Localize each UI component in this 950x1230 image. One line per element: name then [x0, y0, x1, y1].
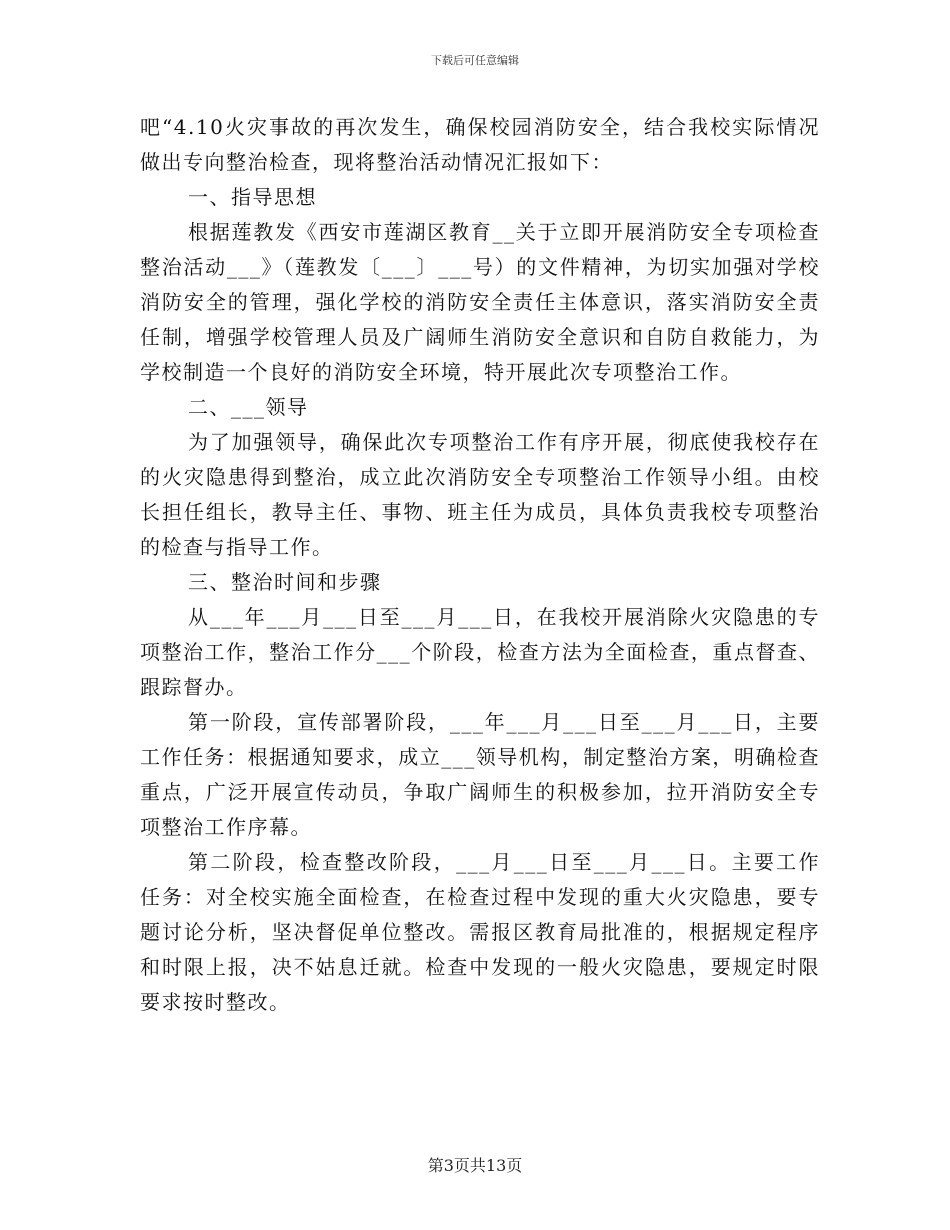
paragraph-phase-two: 第二阶段，检查整改阶段，___月___日至___月___日。主要工作任务：对全校实施全面检查，在检查过程中发现的重大火灾隐患，要专题讨论分析，坚决督促单位整改。需报区教育局批准的，根据规定程序和时限上报，决不姑息迁就。检查中发现的一般火灾隐患，要规定时限要求按时整改。: [140, 850, 820, 1014]
document-body: [140, 110, 820, 1020]
section-heading-schedule: 三、整治时间和步骤: [188, 570, 382, 594]
paragraph-leadership: 为了加强领导，确保此次专项整治工作有序开展，彻底使我校存在的火灾隐患得到整治，成立此次消防安全专项整治工作领导小组。由校长担任组长，教导主任、事物、班主任为成员，具体负责我校专项整治的检查与指导工作。: [140, 430, 820, 559]
section-heading-guiding-ideology: 一、指导思想: [188, 185, 317, 209]
paragraph-schedule: 从___年___月___日至___月___日，在我校开展消除火灾隐患的专项整治工作，整治工作分___个阶段，检查方法为全面检查，重点督查、跟踪督办。: [140, 605, 820, 699]
section-heading-leadership: 二、___领导: [188, 395, 309, 419]
paragraph-guiding-ideology: 根据莲教发《西安市莲湖区教育__关于立即开展消防安全专项检查整治活动___》（莲教发〔___〕___号）的文件精神，为切实加强对学校消防安全的管理，强化学校的消防安全责任主体意识，落实消防安全责任制，增强学校管理人员及广阔师生消防安全意识和自防自救能力，为学校制造一个良好的消防安全环境，特开展此次专项整治工作。: [140, 220, 820, 384]
paragraph-intro: 吧“4.10火灾事故的再次发生，确保校园消防安全，结合我校实际情况做出专向整治检查，现将整治活动情况汇报如下：: [140, 115, 820, 174]
page-header: 下载后可任意编辑: [431, 54, 519, 67]
paragraph-phase-one: 第一阶段，宣传部署阶段，___年___月___日至___月___日，主要工作任务：根据通知要求，成立___领导机构，制定整治方案，明确检查重点，广泛开展宣传动员，争取广阔师生的积极参加，拉开消防安全专项整治工作序幕。: [140, 710, 820, 839]
page-footer: 第3页共13页: [427, 1156, 523, 1175]
